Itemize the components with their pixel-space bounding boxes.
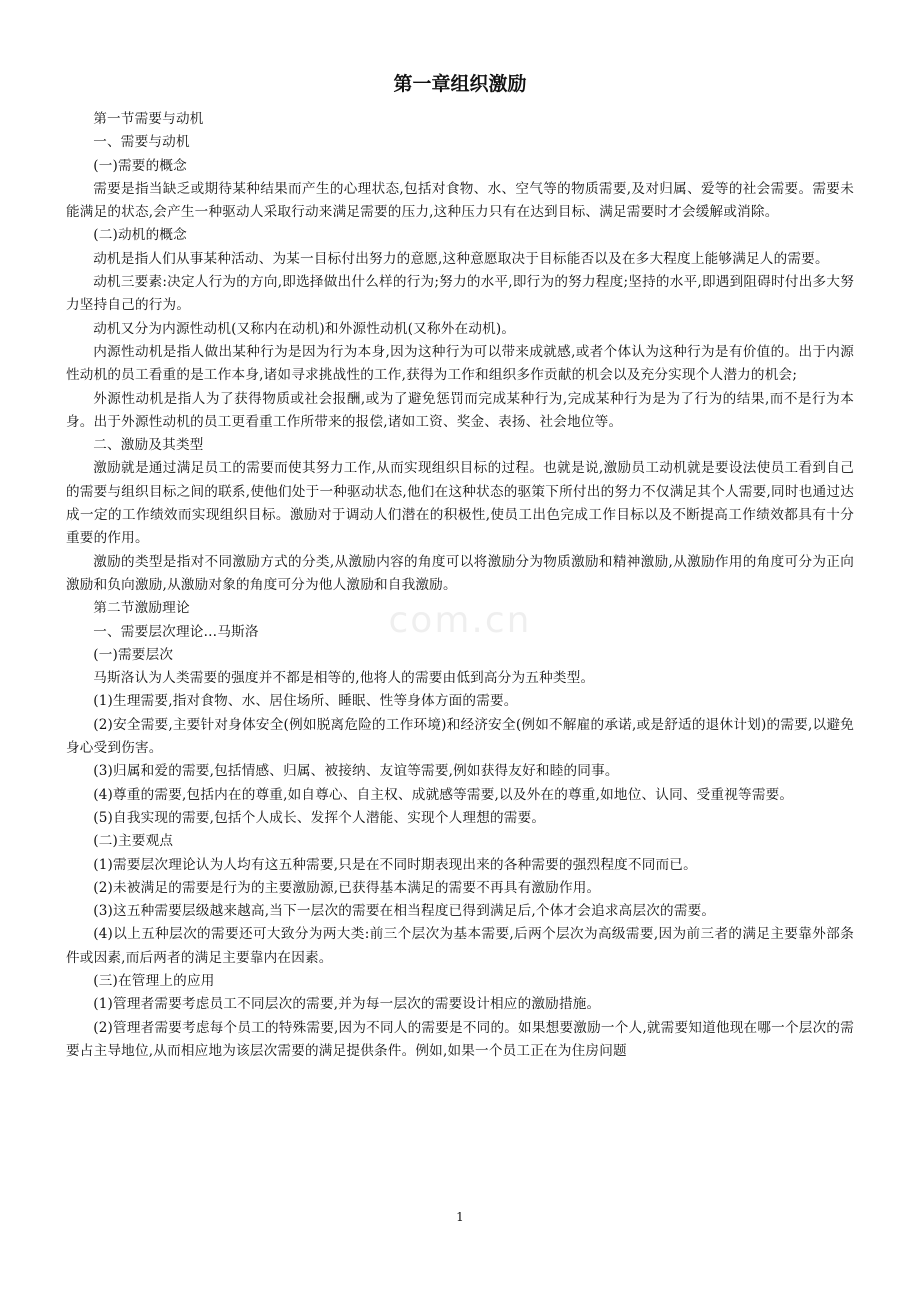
paragraph: (4)尊重的需要,包括内在的尊重,如自尊心、自主权、成就感等需要,以及外在的尊重,如地位、认同、受重视等需要。 (93, 786, 794, 803)
paragraph: 二、激励及其类型 (93, 437, 204, 454)
paragraph: (4)以上五种层次的需要还可大致分为两大类:前三个层次为基本需要,后两个层次为高级需要,因为前三者的满足主要靠外部条件或因素,而后两者的满足主要靠内在因素。 (66, 926, 854, 966)
paragraph: (一)需要层次 (93, 646, 174, 663)
paragraph: (3)归属和爱的需要,包括情感、归属、被接纳、友谊等需要,例如获得友好和睦的同事。 (93, 763, 619, 780)
paragraph: (三)在管理上的应用 (93, 972, 215, 989)
paragraph: 马斯洛认为人类需要的强度并不都是相等的,他将人的需要由低到高分为五种类型。 (93, 670, 595, 687)
document-title: 第一章组织激励 (393, 73, 527, 95)
paragraph: (1)管理者需要考虑员工不同层次的需要,并为每一层次的需要设计相应的激励措施。 (93, 996, 601, 1013)
paragraph: 需要是指当缺乏或期待某种结果而产生的心理状态,包括对食物、水、空气等的物质需要,及对归属、爱等的社会需要。需要未能满足的状态,会产生一种驱动人采取行动来满足需要的压力,这种压力只有在达到目标、满足需要时才会缓解或消除。 (66, 180, 854, 221)
paragraph: (一)需要的概念 (93, 157, 187, 174)
paragraph: 第二节激励理论 (93, 600, 190, 617)
paragraph: (3)这五种需要层级越来越高,当下一层次的需要在相当程度已得到满足后,个体才会追求高层次的需要。 (93, 903, 716, 920)
paragraph: (1)需要层次理论认为人均有这五种需要,只是在不同时期表现出来的各种需要的强烈程度不同而已。 (93, 856, 697, 873)
paragraph: 激励的类型是指对不同激励方式的分类,从激励内容的角度可以将激励分为物质激励和精神激励,从激励作用的角度可分为正向激励和负向激励,从激励对象的角度可分为他人激励和自我激励。 (66, 553, 854, 593)
document-page (66, 70, 854, 1063)
paragraph: 动机又分为内源性动机(又称内在动机)和外源性动机(又称外在动机)。 (93, 320, 516, 337)
paragraph: 第一节需要与动机 (93, 111, 204, 127)
paragraph: (2)未被满足的需要是行为的主要激励源,已获得基本满足的需要不再具有激励作用。 (93, 879, 601, 896)
paragraph: 一、需要与动机 (93, 134, 190, 151)
paragraph: 一、需要层次理论…马斯洛 (93, 623, 259, 640)
page-number: 1 (456, 1210, 464, 1224)
paragraph: 外源性动机是指人为了获得物质或社会报酬,或为了避免惩罚而完成某种行为,完成某种行为是为了行为的结果,而不是行为本身。出于外源性动机的员工更看重工作所带来的报偿,诸如工资、奖金、表扬、社会地位等。 (66, 390, 854, 430)
paragraph: 激励就是通过满足员工的需要而使其努力工作,从而实现组织目标的过程。也就是说,激励员工动机就是要设法使员工看到自己的需要与组织目标之间的联系,使他们处于一种驱动状态,他们在这种状态的驱策下所付出的努力不仅满足其个人需要,同时也通过达成一定的工作绩效而实现组织目标。激励对于调动人们潜在的积极性,使员工出色完成工作目标以及不断提高工作绩效都具有十分重要的作用。 (66, 460, 854, 547)
paragraph: (2)管理者需要考虑每个员工的特殊需要,因为不同人的需要是不同的。如果想要激励一个人,就需要知道他现在哪一个层次的需要占主导地位,从而相应地为该层次需要的满足提供条件。例如,如果一个员工正在为住房问题 (66, 1019, 854, 1059)
paragraph: 内源性动机是指人做出某种行为是因为行为本身,因为这种行为可以带来成就感,或者个体认为这种行为是有价值的。出于内源性动机的员工看重的是工作本身,诸如寻求挑战性的工作,获得为工作和组织多作贡献的机会以及充分实现个人潜力的机会; (66, 343, 854, 384)
paragraph: 动机是指人们从事某种活动、为某一目标付出努力的意愿,这种意愿取决于目标能否以及在多大程度上能够满足人的需要。 (93, 250, 829, 267)
document-body (66, 108, 854, 1063)
paragraph: 动机三要素:决定人行为的方向,即选择做出什么样的行为;努力的水平,即行为的努力程度;坚持的水平,即遇到阻碍时付出多大努力坚持自己的行为。 (66, 274, 854, 314)
watermark: com.cn (388, 600, 532, 641)
paragraph: (二)动机的概念 (93, 227, 187, 244)
paragraph: (1)生理需要,指对食物、水、居住场所、睡眠、性等身体方面的需要。 (93, 693, 518, 710)
paragraph: (二)主要观点 (93, 833, 174, 850)
paragraph: (5)自我实现的需要,包括个人成长、发挥个人潜能、实现个人理想的需要。 (93, 809, 546, 826)
paragraph: (2)安全需要,主要针对身体安全(例如脱离危险的工作环境)和经济安全(例如不解雇的承诺,或是舒适的退休计划)的需要,以避免身心受到伤害。 (66, 716, 854, 757)
